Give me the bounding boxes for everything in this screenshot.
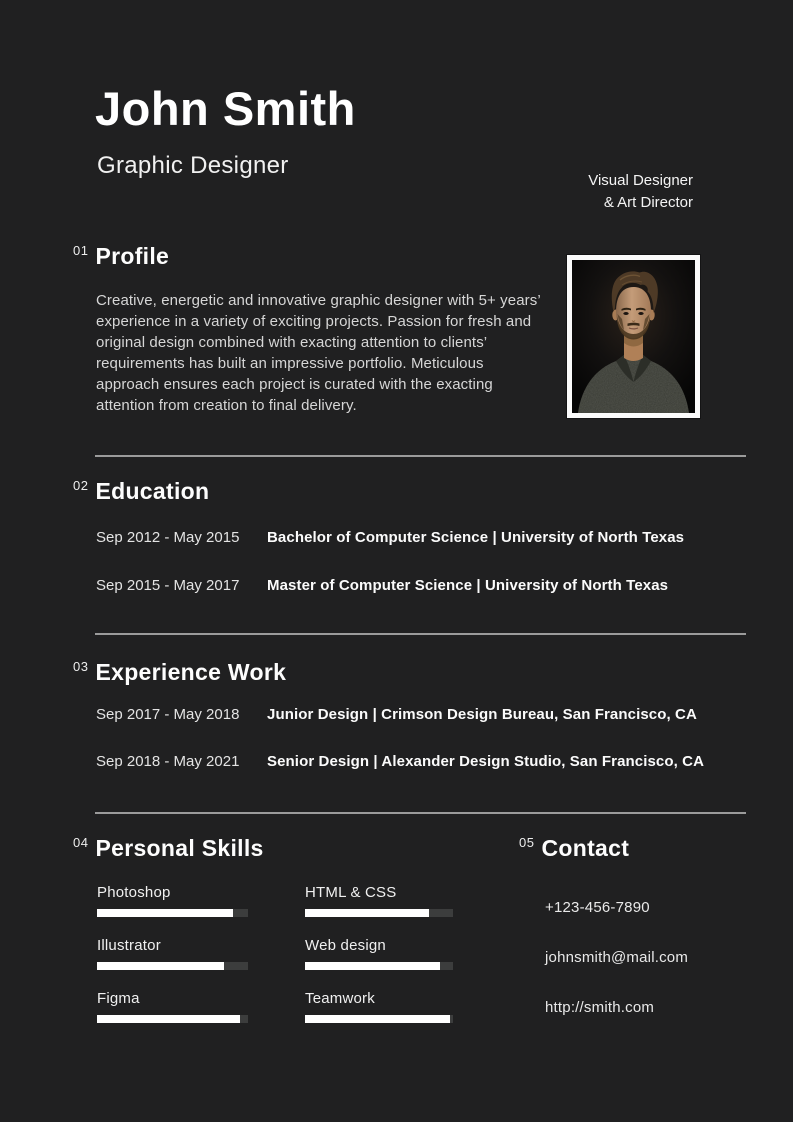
skill-progress-fill [305, 962, 440, 970]
education-row [96, 529, 684, 546]
education-section-title: Education [95, 478, 210, 504]
experience-position: Senior Design | Alexander Design Studio, San Francisco, CA [267, 753, 705, 770]
skill-progress-bar [305, 909, 453, 917]
portrait-photo [567, 255, 700, 418]
contact-section-number: 05 [519, 835, 535, 850]
skills-column-left [97, 884, 248, 1043]
profile-section-title: Profile [95, 243, 170, 269]
skill-item-teamwork [305, 990, 453, 1023]
profile-section-number: 01 [73, 243, 89, 258]
experience-date: Sep 2017 - May 2018 [96, 706, 240, 723]
skill-item-photoshop [97, 884, 248, 917]
skill-label: Teamwork [305, 990, 375, 1007]
experience-position: Junior Design | Crimson Design Bureau, San Francisco, CA [267, 706, 697, 723]
experience-rows [96, 706, 704, 770]
skill-item-html-css [305, 884, 453, 917]
skill-progress-fill [97, 962, 224, 970]
skill-label: Photoshop [97, 884, 171, 901]
experience-row [96, 706, 704, 723]
skills-section-number: 04 [73, 835, 89, 850]
header-tagline [588, 170, 693, 213]
education-date: Sep 2015 - May 2017 [96, 577, 240, 594]
person-name: John Smith [95, 82, 356, 135]
portrait-photo-illustration [572, 260, 695, 413]
education-section-number: 02 [73, 478, 89, 493]
contact-list [545, 899, 688, 1016]
experience-section-number: 03 [73, 659, 89, 674]
section-divider [95, 812, 746, 814]
experience-section-title: Experience Work [95, 659, 287, 685]
skill-progress-fill [305, 909, 429, 917]
tagline-line-1: Visual Designer [588, 172, 693, 189]
skills-column-right [305, 884, 453, 1043]
experience-row [96, 753, 704, 770]
skill-progress-bar [305, 1015, 453, 1023]
skill-progress-fill [97, 909, 233, 917]
profile-summary-text: Creative, energetic and innovative graphic designer with 5+ years’ experience in a variety of exciting projects. Passion for fresh and original design combined with exacting attention to clients’ requirements has built an impressive portfolio. Meticulous approach ensures each project is curated with the exacting attention from creation to final delivery. [96, 292, 541, 414]
skills-section-title: Personal Skills [95, 835, 264, 861]
skill-progress-bar [305, 962, 453, 970]
email-address[interactable]: johnsmith@mail.com [545, 949, 689, 966]
section-divider [95, 455, 746, 457]
tagline-line-2: & Art Director [603, 193, 693, 211]
skill-label: Web design [305, 937, 386, 954]
skill-progress-fill [305, 1015, 450, 1023]
section-divider [95, 633, 746, 635]
skill-label: Figma [97, 990, 140, 1007]
contact-section-heading [519, 835, 629, 861]
phone-number[interactable]: +123-456-7890 [545, 899, 650, 916]
education-degree: Master of Computer Science | University of North Texas [267, 577, 669, 594]
skill-label: HTML & CSS [305, 884, 397, 901]
skills-section-heading [73, 835, 264, 861]
skill-progress-fill [97, 1015, 240, 1023]
contact-section-title: Contact [541, 835, 630, 861]
education-date: Sep 2012 - May 2015 [96, 529, 240, 546]
website-url[interactable]: http://smith.com [545, 999, 655, 1016]
skill-item-illustrator [97, 937, 248, 970]
education-degree: Bachelor of Computer Science | University of North Texas [267, 529, 685, 546]
profile-section-heading [73, 243, 169, 269]
skill-item-web-design [305, 937, 453, 970]
experience-date: Sep 2018 - May 2021 [96, 753, 240, 770]
skill-progress-bar [97, 1015, 248, 1023]
skill-item-figma [97, 990, 248, 1023]
job-title: Graphic Designer [97, 152, 289, 179]
education-section-heading [73, 478, 209, 504]
education-rows [96, 529, 684, 594]
skill-progress-bar [97, 909, 248, 917]
education-row [96, 577, 684, 594]
experience-section-heading [73, 659, 286, 685]
skill-label: Illustrator [97, 937, 161, 954]
skill-progress-bar [97, 962, 248, 970]
